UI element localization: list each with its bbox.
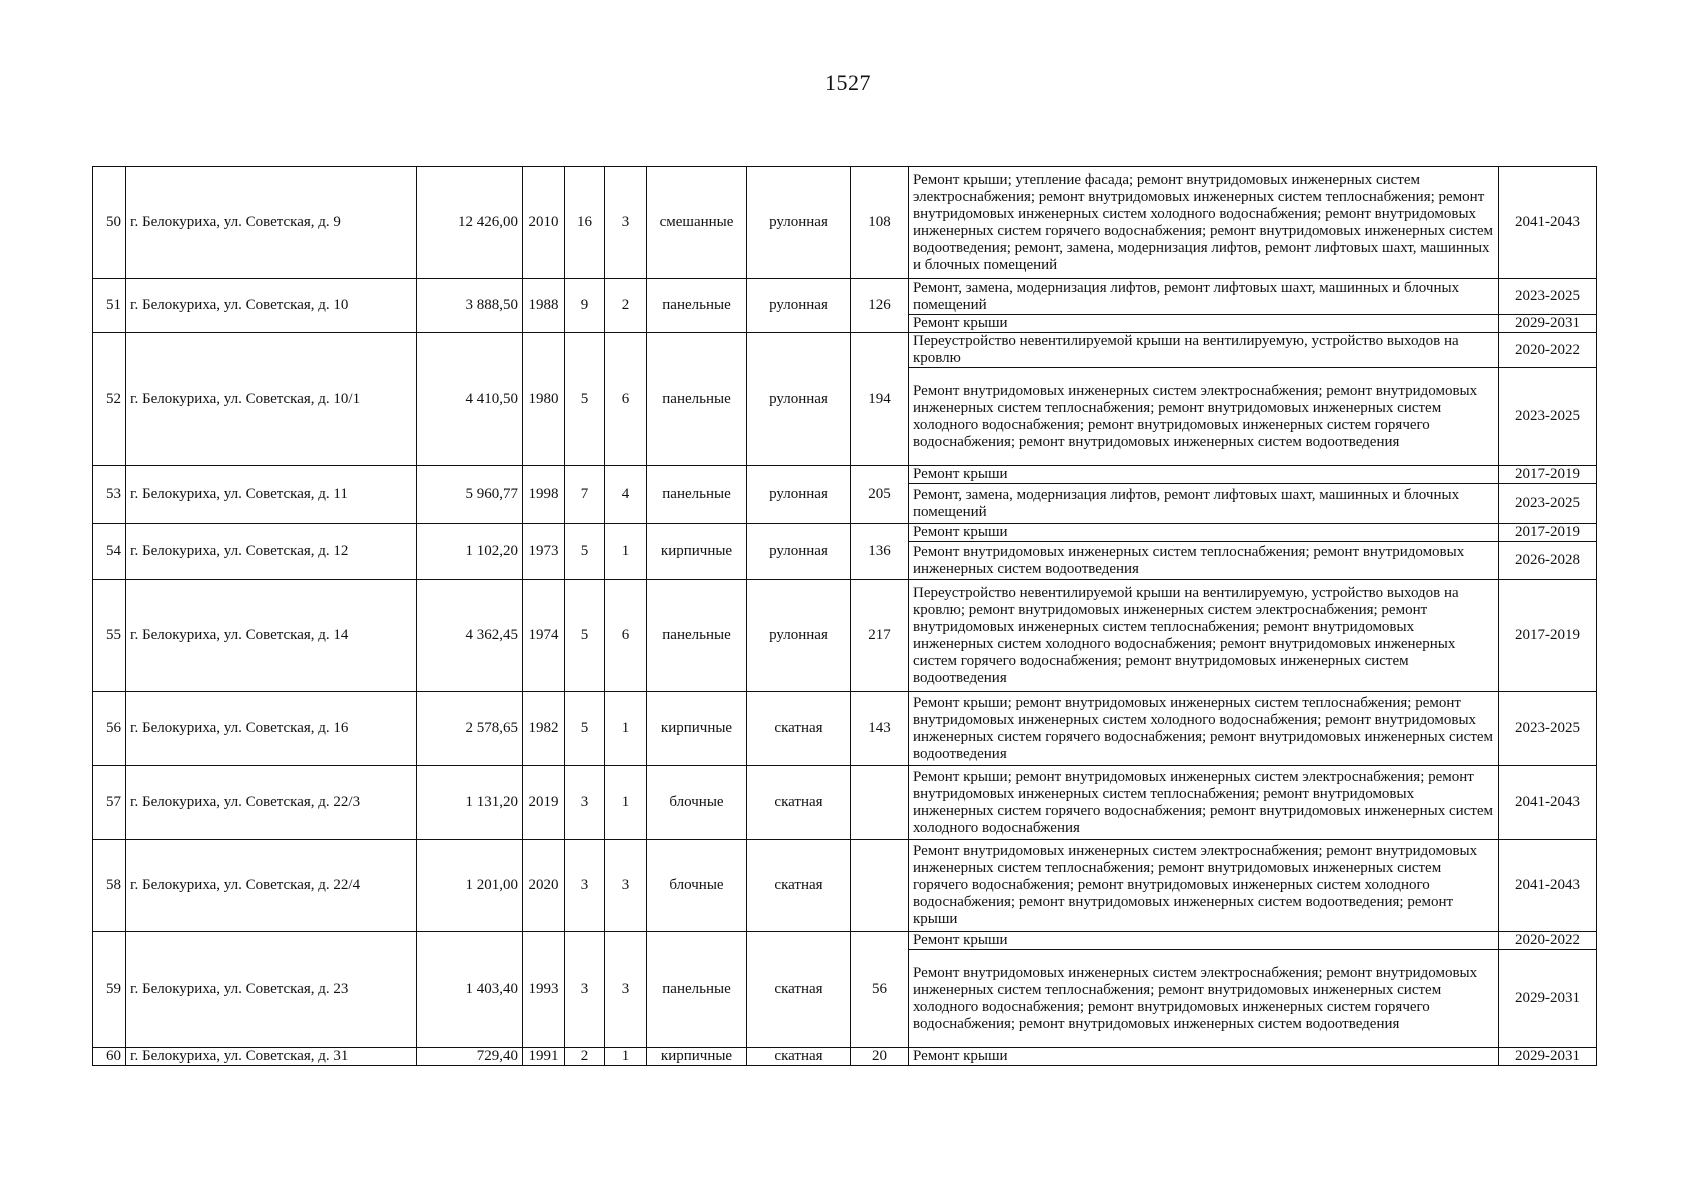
table-cell-roof: рулонная [747,167,851,279]
table-row [93,840,1597,932]
table-cell-works: Ремонт крыши [909,524,1499,542]
table-cell-number: 53 [93,466,126,524]
table-cell-number: 57 [93,766,126,840]
table-cell-year: 1973 [523,524,565,580]
table-cell-walls: панельные [647,333,747,466]
table-cell-apartments: 126 [851,279,909,333]
table-cell-year: 2019 [523,766,565,840]
table-cell-works: Ремонт внутридомовых инженерных систем электроснабжения; ремонт внутридомовых инженерных систем теплоснабжения; ремонт внутридомовых инженерных систем холодного водоснабжения; ремонт внутридомовых инженерных систем горячего водоснабжения; ремонт внутридомовых инженерных систем водоотведения [909,368,1499,466]
table-cell-walls: кирпичные [647,524,747,580]
table-cell-period: 2041-2043 [1499,167,1597,279]
table-cell-address: г. Белокуриха, ул. Советская, д. 31 [126,1048,417,1066]
table-cell-period: 2041-2043 [1499,766,1597,840]
table-cell-apartments: 136 [851,524,909,580]
table-cell-floors: 5 [565,580,605,692]
table-row [93,932,1597,950]
table-cell-address: г. Белокуриха, ул. Советская, д. 23 [126,932,417,1048]
table-cell-roof: скатная [747,1048,851,1066]
table-cell-address: г. Белокуриха, ул. Советская, д. 22/3 [126,766,417,840]
table-cell-entrances: 3 [605,840,647,932]
table-cell-works: Ремонт внутридомовых инженерных систем электроснабжения; ремонт внутридомовых инженерных систем теплоснабжения; ремонт внутридомовых инженерных систем холодного водоснабжения; ремонт внутридомовых инженерных систем горячего водоснабжения; ремонт внутридомовых инженерных систем водоотведения [909,950,1499,1048]
table-cell-roof: скатная [747,840,851,932]
table-cell-floors: 9 [565,279,605,333]
table-cell-works: Переустройство невентилируемой крыши на вентилируемую, устройство выходов на кровлю [909,333,1499,368]
table-cell-entrances: 3 [605,932,647,1048]
table-cell-area: 1 131,20 [417,766,523,840]
table-cell-area: 12 426,00 [417,167,523,279]
table-cell-year: 2010 [523,167,565,279]
table-cell-walls: кирпичные [647,692,747,766]
table-cell-floors: 5 [565,524,605,580]
table-cell-floors: 3 [565,932,605,1048]
table-cell-apartments [851,840,909,932]
table-cell-year: 1991 [523,1048,565,1066]
table-cell-entrances: 6 [605,580,647,692]
table-cell-number: 60 [93,1048,126,1066]
table-cell-number: 54 [93,524,126,580]
table-cell-floors: 5 [565,333,605,466]
table-cell-roof: скатная [747,692,851,766]
table-cell-works: Ремонт крыши [909,932,1499,950]
table-cell-floors: 2 [565,1048,605,1066]
table-cell-period: 2029-2031 [1499,315,1597,333]
table-cell-period: 2020-2022 [1499,333,1597,368]
table-cell-address: г. Белокуриха, ул. Советская, д. 11 [126,466,417,524]
table-cell-walls: блочные [647,766,747,840]
table-cell-number: 50 [93,167,126,279]
table-cell-address: г. Белокуриха, ул. Советская, д. 16 [126,692,417,766]
table-cell-period: 2029-2031 [1499,1048,1597,1066]
table-cell-roof: рулонная [747,524,851,580]
table-cell-roof: рулонная [747,580,851,692]
table-cell-apartments: 194 [851,333,909,466]
table-cell-works: Ремонт крыши; ремонт внутридомовых инженерных систем электроснабжения; ремонт внутридомовых инженерных систем теплоснабжения; ремонт внутридомовых инженерных систем горячего водоснабжения; ремонт внутридомовых инженерных систем холодного водоснабжения [909,766,1499,840]
table-cell-entrances: 1 [605,692,647,766]
table-cell-year: 1982 [523,692,565,766]
table-cell-number: 58 [93,840,126,932]
table-cell-period: 2017-2019 [1499,466,1597,484]
table-cell-roof: рулонная [747,333,851,466]
table-cell-area: 5 960,77 [417,466,523,524]
table-cell-area: 3 888,50 [417,279,523,333]
table-row [93,692,1597,766]
table-cell-roof: скатная [747,766,851,840]
table-cell-period: 2017-2019 [1499,524,1597,542]
table-cell-number: 55 [93,580,126,692]
table-cell-period: 2026-2028 [1499,542,1597,580]
table-cell-year: 1974 [523,580,565,692]
table-cell-apartments: 20 [851,1048,909,1066]
table-cell-address: г. Белокуриха, ул. Советская, д. 10 [126,279,417,333]
table-cell-floors: 3 [565,840,605,932]
table-row [93,524,1597,542]
table-cell-floors: 5 [565,692,605,766]
table-cell-period: 2029-2031 [1499,950,1597,1048]
table-row [93,466,1597,484]
page-number: 1527 [825,70,871,95]
table-cell-area: 2 578,65 [417,692,523,766]
table-row [93,766,1597,840]
table-cell-number: 59 [93,932,126,1048]
table-cell-entrances: 2 [605,279,647,333]
table-cell-area: 1 403,40 [417,932,523,1048]
table-cell-works: Ремонт внутридомовых инженерных систем электроснабжения; ремонт внутридомовых инженерных систем теплоснабжения; ремонт внутридомовых инженерных систем горячего водоснабжения; ремонт внутридомовых инженерных систем холодного водоснабжения; ремонт внутридомовых инженерных систем водоотведения; ремонт крыши [909,840,1499,932]
table-cell-address: г. Белокуриха, ул. Советская, д. 14 [126,580,417,692]
table-cell-number: 56 [93,692,126,766]
table-cell-works: Ремонт крыши; утепление фасада; ремонт внутридомовых инженерных систем электроснабжения; ремонт внутридомовых инженерных систем теплоснабжения; ремонт внутридомовых инженерных систем холодного водоснабжения; ремонт внутридомовых инженерных систем горячего водоснабжения; ремонт внутридомовых инженерных систем водоотведения; ремонт, замена, модернизация лифтов, ремонт лифтовых шахт, машинных и блочных помещений [909,167,1499,279]
table-cell-works: Ремонт крыши; ремонт внутридомовых инженерных систем теплоснабжения; ремонт внутридомовых инженерных систем холодного водоснабжения; ремонт внутридомовых инженерных систем горячего водоснабжения; ремонт внутридомовых инженерных систем водоотведения [909,692,1499,766]
table-cell-area: 4 410,50 [417,333,523,466]
table-row [93,279,1597,315]
table-cell-apartments: 108 [851,167,909,279]
repair-schedule-table [92,166,1597,1066]
table-cell-entrances: 1 [605,524,647,580]
table-cell-year: 1993 [523,932,565,1048]
table-cell-entrances: 6 [605,333,647,466]
table-cell-walls: кирпичные [647,1048,747,1066]
table-cell-floors: 3 [565,766,605,840]
table-cell-works: Ремонт крыши [909,466,1499,484]
table-cell-year: 1980 [523,333,565,466]
table-cell-area: 4 362,45 [417,580,523,692]
table-cell-area: 1 201,00 [417,840,523,932]
table-cell-address: г. Белокуриха, ул. Советская, д. 10/1 [126,333,417,466]
table-cell-walls: смешанные [647,167,747,279]
table-cell-period: 2041-2043 [1499,840,1597,932]
table-cell-works: Ремонт, замена, модернизация лифтов, ремонт лифтовых шахт, машинных и блочных помещений [909,484,1499,524]
table-cell-entrances: 3 [605,167,647,279]
table-cell-works: Ремонт, замена, модернизация лифтов, ремонт лифтовых шахт, машинных и блочных помещений [909,279,1499,315]
table-cell-address: г. Белокуриха, ул. Советская, д. 22/4 [126,840,417,932]
table-cell-works: Ремонт крыши [909,1048,1499,1066]
table-cell-year: 1998 [523,466,565,524]
table-cell-entrances: 1 [605,766,647,840]
table-cell-floors: 16 [565,167,605,279]
table-cell-walls: блочные [647,840,747,932]
table-cell-entrances: 4 [605,466,647,524]
table-cell-period: 2023-2025 [1499,279,1597,315]
table-row [93,167,1597,279]
table-cell-roof: скатная [747,932,851,1048]
table-cell-year: 2020 [523,840,565,932]
table-cell-apartments: 217 [851,580,909,692]
table-cell-period: 2023-2025 [1499,692,1597,766]
table-cell-works: Ремонт крыши [909,315,1499,333]
table-cell-floors: 7 [565,466,605,524]
table-cell-works: Ремонт внутридомовых инженерных систем теплоснабжения; ремонт внутридомовых инженерных систем водоотведения [909,542,1499,580]
table-row [93,580,1597,692]
table-cell-apartments: 56 [851,932,909,1048]
table-cell-number: 52 [93,333,126,466]
table-cell-address: г. Белокуриха, ул. Советская, д. 12 [126,524,417,580]
table-row [93,333,1597,368]
table-cell-period: 2023-2025 [1499,484,1597,524]
table-cell-walls: панельные [647,580,747,692]
table-cell-period: 2023-2025 [1499,368,1597,466]
table-cell-roof: рулонная [747,279,851,333]
table-cell-walls: панельные [647,279,747,333]
table-cell-year: 1988 [523,279,565,333]
table-cell-roof: рулонная [747,466,851,524]
table-cell-walls: панельные [647,932,747,1048]
table-row [93,1048,1597,1066]
table-cell-period: 2017-2019 [1499,580,1597,692]
table-cell-period: 2020-2022 [1499,932,1597,950]
table-cell-entrances: 1 [605,1048,647,1066]
table-cell-address: г. Белокуриха, ул. Советская, д. 9 [126,167,417,279]
table-cell-apartments [851,766,909,840]
table-cell-apartments: 143 [851,692,909,766]
table-cell-area: 1 102,20 [417,524,523,580]
table-cell-area: 729,40 [417,1048,523,1066]
table-cell-number: 51 [93,279,126,333]
table-cell-works: Переустройство невентилируемой крыши на вентилируемую, устройство выходов на кровлю; ремонт внутридомовых инженерных систем электроснабжения; ремонт внутридомовых инженерных систем теплоснабжения; ремонт внутридомовых инженерных систем холодного водоснабжения; ремонт внутридомовых инженерных систем горячего водоснабжения; ремонт внутридомовых инженерных систем водоотведения [909,580,1499,692]
table-cell-walls: панельные [647,466,747,524]
table-cell-apartments: 205 [851,466,909,524]
